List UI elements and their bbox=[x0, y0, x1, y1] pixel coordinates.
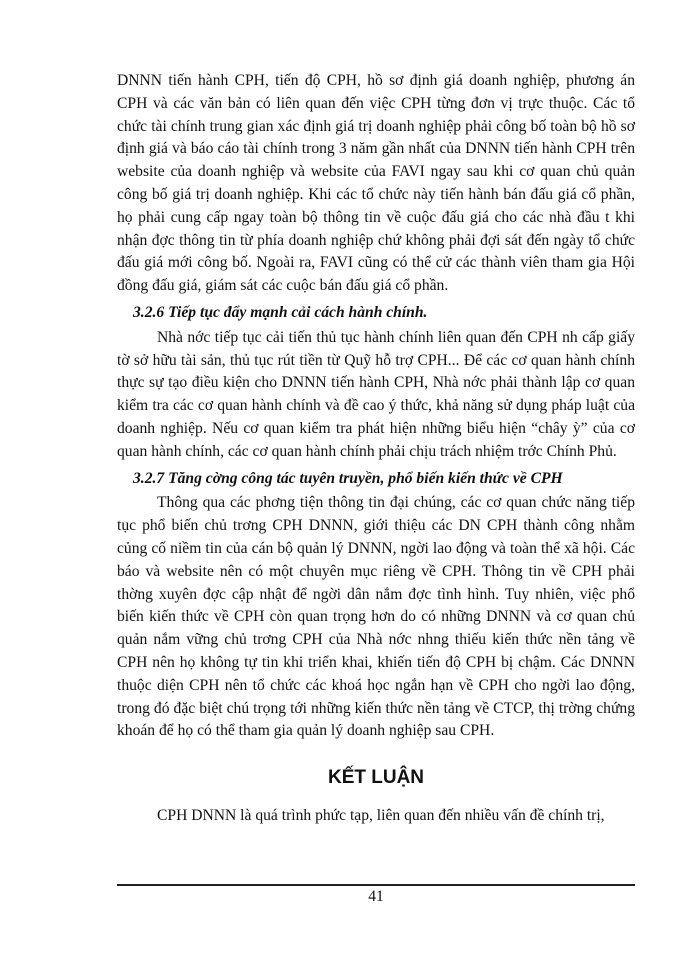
page-body bbox=[117, 70, 635, 828]
paragraph-communication: Thông qua các phơng tiện thông tin đại chúng, các cơ quan chức năng tiếp tục phổ biến chủ trơng CPH DNNN, giới thiệu các DN CPH thành công nhằm củng cố niềm tin của cán bộ quản lý DNNN, ngời lao động và toàn thể xã hội. Các báo và website nên có một chuyên mục riêng về CPH. Thông tin về CPH phải thờng xuyên đợc cập nhật để ngời dân nắm đợc tình hình. Tuy nhiên, việc phổ biến kiến thức về CPH còn quan trọng hơn do có những DNNN và cơ quan chủ quản nắm vững chủ trơng CPH của Nhà nớc nhng thiếu kiến thức nền tảng về CPH nên họ không tự tin khi triển khai, khiến tiến độ CPH bị chậm. Các DNNN thuộc diện CPH nên tổ chức các khoá học ngắn hạn về CPH cho ngời lao động, trong đó đặc biệt chú trọng tới những kiến thức nền tảng về CTCP, thị trờng chứng khoán để họ có thể tham gia quản lý doanh nghiệp sau CPH. bbox=[117, 494, 635, 740]
footer-divider bbox=[117, 884, 635, 886]
paragraph-disclosure: DNNN tiến hành CPH, tiến độ CPH, hồ sơ định giá doanh nghiệp, phương án CPH và các văn bản có liên quan đến việc CPH từng đơn vị trực thuộc. Các tổ chức tài chính trung gian xác định giá trị doanh nghiệp phải công bố toàn bộ hồ sơ định giá và báo cáo tài chính trong 3 năm gần nhất của DNNN tiến hành CPH trên website của doanh nghiệp và website của FAVI ngay sau khi cơ quan chủ quản công bố giá trị doanh nghiệp. Khi các tổ chức này tiến hành bán đấu giá cổ phần, họ phải cung cấp ngay toàn bộ thông tin về cuộc đấu giá cho các nhà đầu t khi nhận đợc thông tin từ phía doanh nghiệp chứ không phải đợi sát đến ngày tổ chức đấu giá mới công bố. Ngoài ra, FAVI cũng có thể cử các thành viên tham gia Hội đồng đấu giá, giám sát các cuộc bán đấu giá cổ phần. bbox=[117, 72, 635, 295]
conclusion-title: KẾT LUẬN bbox=[327, 767, 425, 789]
section-heading-3-2-6: 3.2.6 Tiếp tục đẩy mạnh cải cách hành chính. bbox=[133, 303, 428, 321]
paragraph-administrative-reform: Nhà nớc tiếp tục cải tiến thủ tục hành chính liên quan đến CPH nh cấp giấy tờ sở hữu tài sản, thủ tục rút tiền từ Quỹ hỗ trợ CPH... Để các cơ quan hành chính thực sự tạo điều kiện cho DNNN tiến hành CPH, Nhà nớc phải thành lập cơ quan kiểm tra các cơ quan hành chính và đề cao ý thức, khả năng sử dụng pháp luật của doanh nghiệp. Nếu cơ quan kiểm tra phát hiện những biểu hiện “chây ỳ” của cơ quan hành chính, các cơ quan hành chính phải chịu trách nhiệm trớc Chính Phủ. bbox=[117, 328, 635, 460]
section-heading-3-2-7: 3.2.7 Tăng cờng công tác tuyên truyền, phổ biến kiến thức về CPH bbox=[133, 469, 563, 487]
paragraph-conclusion-start: CPH DNNN là quá trình phức tạp, liên quan đến nhiều vấn đề chính trị, bbox=[157, 807, 605, 825]
page-number: 41 bbox=[368, 888, 384, 905]
